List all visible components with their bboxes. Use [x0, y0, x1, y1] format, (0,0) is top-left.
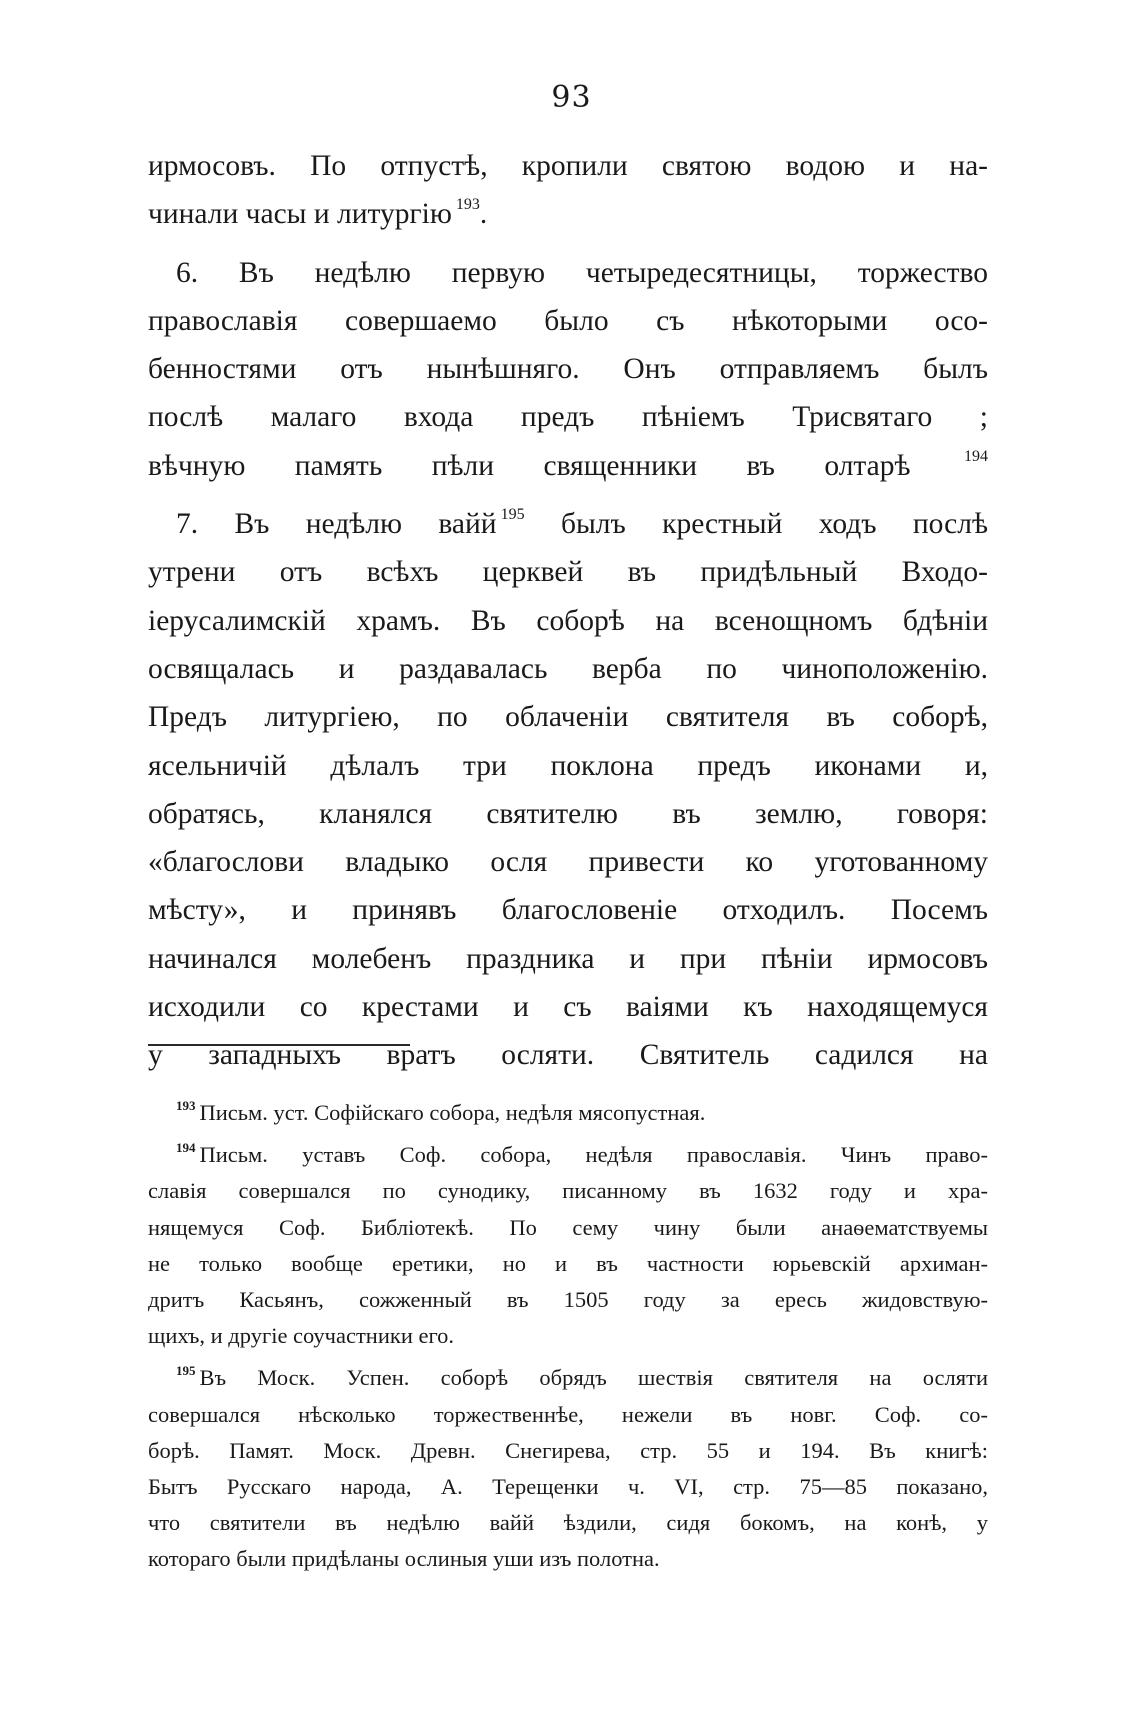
footnote-195: [148, 1360, 988, 1577]
text-line-content: вѣчную память пѣли священники въ олтарѣ: [148, 449, 911, 482]
text-line: [148, 500, 988, 548]
footnote-line-content: Письм. уставъ Соф. собора, недѣля православія. Чинъ право-: [199, 1142, 988, 1168]
footnote-line: что святители въ недѣлю вайй ѣздили, сидя бокомъ, на конѣ, у: [148, 1510, 988, 1536]
paragraph-7: [148, 500, 988, 1080]
text-line-content: чинали часы и литургію: [148, 198, 452, 231]
text-line: послѣ малаго входа предъ пѣніемъ Трисвятаго ;: [148, 401, 988, 434]
footnote-line-content: Въ Моск. Успен. соборѣ обрядъ шествія святителя на осляти: [199, 1365, 988, 1391]
footnote-line: славія совершался по сунодику, писанному въ 1632 году и хра-: [148, 1178, 988, 1204]
text-line: 6. Въ недѣлю первую четыредесятницы, торжество: [176, 256, 988, 289]
footnote-line: не только вообще еретики, но и въ частности юрьевскій архиман-: [148, 1250, 988, 1276]
paragraph-6: [148, 249, 988, 490]
main-text: [148, 142, 988, 1090]
footnote-line: [148, 1137, 988, 1173]
footnote-number: 193: [176, 1098, 196, 1113]
text-line: [148, 442, 988, 490]
footnote-194: [148, 1137, 988, 1354]
text-line: у западныхъ вратъ осляти. Святитель садился на: [148, 1039, 988, 1072]
footnote-line-content: Письм. уст. Софійскаго собора, недѣля мясопустная.: [199, 1100, 706, 1125]
text-line-content: былъ крестный ходъ послѣ: [560, 508, 988, 541]
text-line: мѣсту», и принявъ благословеніе отходилъ. Посемъ: [148, 894, 988, 927]
footnote-line: котораго были придѣланы ослиныя уши изъ полотна.: [148, 1546, 660, 1572]
text-line-content: 7. Въ недѣлю вайй: [176, 508, 497, 541]
footnote-ref-195[interactable]: 195: [500, 506, 525, 524]
text-line: православія совершаемо было съ нѣкоторыми осо-: [148, 304, 988, 337]
text-punct: .: [479, 198, 488, 231]
footnote-ref-193[interactable]: 193: [455, 196, 480, 214]
footnote-number: 194: [176, 1140, 196, 1156]
text-line: бенностями отъ нынѣшняго. Онъ отправляемъ былъ: [148, 353, 988, 386]
footnote-ref-194[interactable]: 194: [964, 447, 988, 465]
footnote-line: нящемуся Соф. Библіотекѣ. По сему чину были анаѳематствуемы: [148, 1214, 988, 1240]
text-line: ирмосовъ. По отпустѣ, кропили святою водою и на-: [148, 150, 988, 182]
text-line: освящалась и раздавалась верба по чиноположенію.: [148, 652, 988, 685]
text-line: іерусалимскій храмъ. Въ соборѣ на всенощномъ бдѣніи: [148, 604, 988, 637]
footnote-line: дритъ Касьянъ, сожженный въ 1505 году за ересь жидовствую-: [148, 1286, 988, 1312]
page-number: 93: [551, 80, 592, 115]
text-line: [148, 190, 988, 238]
footnote-193: [148, 1095, 988, 1131]
footnotes: [148, 1095, 988, 1583]
footnote-line: щихъ, и другіе соучастники его.: [148, 1323, 455, 1349]
text-line: «благослови владыко осля привести ко уготованному: [148, 846, 988, 879]
text-line: начинался молебенъ праздника и при пѣніи ирмосовъ: [148, 942, 988, 975]
text-line: исходили со крестами и съ ваіями къ находящемуся: [148, 991, 988, 1024]
text-line: обратясь, кланялся святителю въ землю, говоря:: [148, 797, 988, 830]
footnote-line: совершался нѣсколько торжественнѣе, нежели въ новг. Соф. со-: [148, 1401, 988, 1427]
footnote-number: 195: [176, 1363, 196, 1379]
text-line: Предъ литургіею, по облаченіи святителя въ соборѣ,: [148, 701, 988, 734]
footnote-divider: [148, 1044, 410, 1046]
footnote-line: [148, 1360, 988, 1396]
text-line: ясельничій дѣлалъ три поклона предъ иконами и,: [148, 749, 988, 782]
paragraph-1: [148, 142, 988, 239]
footnote-line: Бытъ Русскаго народа, А. Терещенки ч. VI, стр. 75—85 показано,: [148, 1473, 988, 1499]
text-line: утрени отъ всѣхъ церквей въ придѣльный Входо-: [148, 556, 988, 589]
footnote-line: борѣ. Памят. Моск. Древн. Снегирева, стр. 55 и 194. Въ книгѣ:: [148, 1437, 988, 1463]
footnote-line: [148, 1095, 988, 1131]
